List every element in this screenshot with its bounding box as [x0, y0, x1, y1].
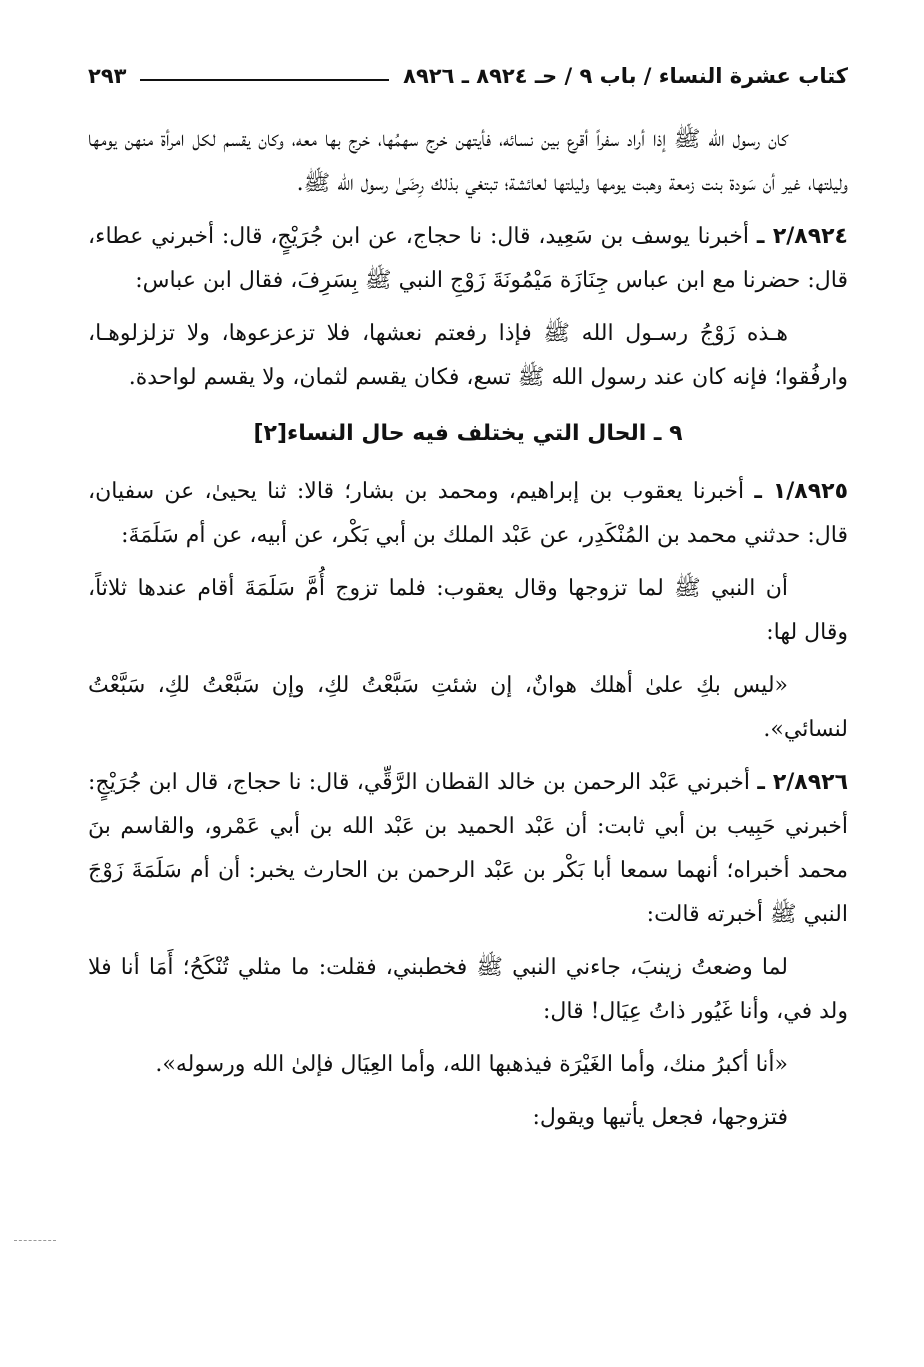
paragraph: هـذه زَوْجُ رسـول الله ﷺ فإذا رفعتم نعشها، فلا تزعزعوها، ولا تزلزلوهـا، وارفُقوا؛ فإنه كان عند رسول الله ﷺ تسع، فكان يقسم لثمان، ولا يقسم لواحدة. [88, 321, 848, 390]
hadith-8924 [88, 215, 848, 303]
header-rule [140, 79, 389, 81]
hadith-8925 [88, 470, 848, 558]
paragraph: «أنا أكبرُ منك، وأما الغَيْرَة فيذهبها الله، وأما العِيَال فإلىٰ الله ورسوله». [155, 1052, 788, 1077]
margin-mark [14, 1240, 56, 1241]
page-body [88, 118, 848, 1149]
hadith-8926 [88, 761, 848, 937]
page-number: ٢٩٣ [88, 64, 127, 88]
hadith-number: ٢/٨٩٢٤ ـ [756, 224, 848, 249]
isnad-text: أخبرنا يوسف بن سَعِيد، قال: نا حجاج، عن ابن جُرَيْجٍ، قال: أخبرني عطاء، قال: حضرنا مع ابن عباس جِنَازَة مَيْمُونَةَ زَوْجِ النبي ﷺ بِسَرِفَ، فقال ابن عباس: [88, 224, 848, 293]
isnad-text: أخبرنا يعقوب بن إبراهيم، ومحمد بن بشار؛ قالا: ثنا يحيىٰ، عن سفيان، قال: حدثني محمد بن المُنْكَدِر، عن عَبْد الملك بن أبي بَكْر، عن أبيه، عن أم سَلَمَةَ: [88, 479, 848, 548]
isnad-text: أخبرني عَبْد الرحمن بن خالد القطان الرَّقِّي، قال: نا حجاج، قال ابن جُرَيْجٍ: أخبرني حَبِيب بن أبي ثابت: أن عَبْد الحميد بن عَبْد الله بن أبي عَمْرو، والقاسم بنَ محمد أخبراه؛ أنهما سمعا أبا بَكْر بن عَبْد الرحمن بن الحارث يخبر: أن أم سَلَمَةَ زَوْجَ النبي ﷺ أخبرته قالت: [88, 770, 848, 927]
hadith-number: ١/٨٩٢٥ ـ [754, 479, 849, 504]
paragraph: كان رسول الله ﷺ إذا أراد سفراً أقرع بين نسائه، فأيتهن خرج سهمُها، خرج بها معه، وكان يقسم لكل امرأة منهن يومها وليلتها، غير أن سَودة بنت زمعة وهبت يومها وليلتها لعائشة؛ تبتغي بذلك رِضَىٰ رسول الله ﷺ. [88, 127, 848, 196]
paragraph: أن النبي ﷺ لما تزوجها وقال يعقوب: فلما تزوج أُمَّ سَلَمَةَ أقام عندها ثلاثاً، وقال لها: [88, 576, 848, 645]
running-header [88, 58, 848, 94]
book-title: كتاب عشرة النساء / باب ٩ / حـ ٨٩٢٤ ـ ٨٩٢٦ [403, 64, 848, 88]
paragraph: فتزوجها، فجعل يأتيها ويقول: [532, 1105, 788, 1130]
section-heading: ٩ ـ الحال التي يختلف فيه حال النساء[٢] [253, 421, 683, 446]
paragraph: «ليس بكِ علىٰ أهلك هوانٌ، إن شئتِ سَبَّعْتُ لكِ، وإن سَبَّعْتُ لكِ، سَبَّعْتُ لنسائي». [88, 673, 848, 742]
hadith-number: ٢/٨٩٢٦ ـ [757, 770, 849, 795]
paragraph: لما وضعتُ زينبَ، جاءني النبي ﷺ فخطبني، فقلت: ما مثلي تُنْكَحُ؛ أَمَا أنا فلا ولد في، وأنا غَيُور ذاتُ عِيَال! قال: [88, 955, 848, 1024]
